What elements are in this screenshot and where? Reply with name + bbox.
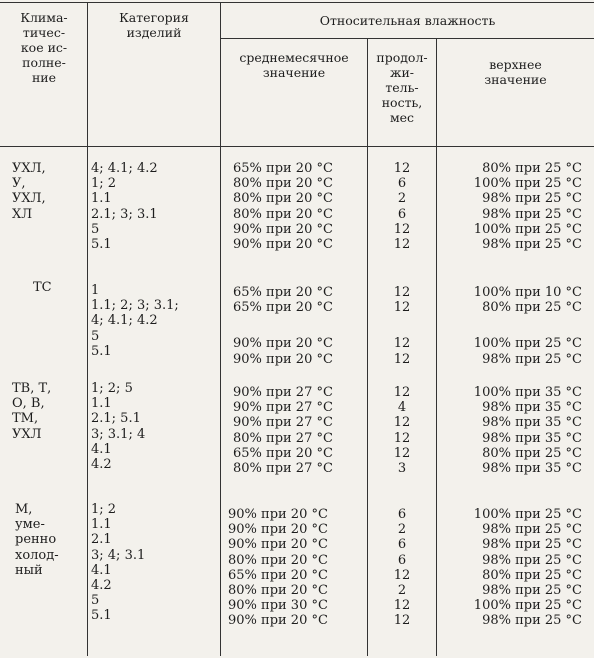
column-rule-1	[87, 2, 88, 656]
upper-column-group-2: 100% при 10 °C 80% при 25 °C 100% при 25 °C 98% при 25 °C	[473, 285, 582, 367]
monthly-column-group-1: 65% при 20 °C 80% при 20 °C 80% при 20 °C 80% при 20 °C 90% при 20 °C 90% при 20 °C	[233, 161, 333, 253]
upper-column-group-4: 100% при 25 °C 98% при 25 °C 98% при 25 °C 98% при 25 °C 80% при 25 °C 98% при 25 °C 100% при 25 °C 98% при 25 °C	[473, 507, 582, 629]
category-column-group-2: 1 1.1; 2; 3; 3.1; 4; 4.1; 4.2 5 5.1	[91, 283, 179, 359]
header-bottom-rule	[0, 146, 594, 147]
header-top-rule	[0, 2, 594, 3]
header-relative-humidity: Относительная влажность	[319, 13, 496, 28]
upper-column-group-3: 100% при 35 °C 98% при 35 °C 98% при 35 °C 98% при 35 °C 80% при 25 °C 98% при 35 °C	[473, 385, 582, 477]
climate-group-m-moderately-cold: М, уме- ренно холод- ный	[15, 502, 59, 578]
monthly-column-group-4: 90% при 20 °C 90% при 20 °C 90% при 20 °C 80% при 20 °C 65% при 20 °C 80% при 20 °C 90% при 30 °C 90% при 20 °C	[228, 507, 328, 629]
humidity-subheader-rule	[220, 38, 594, 39]
header-monthly-mean: среднемесячное значение	[239, 50, 349, 80]
monthly-column-group-2: 65% при 20 °C 65% при 20 °C 90% при 20 °C 90% при 20 °C	[233, 285, 333, 367]
duration-column-group-2: 12 12 12 12	[393, 285, 411, 367]
duration-column-group-3: 12 4 12 12 12 3	[393, 385, 411, 477]
climate-group-uhl-u-hl: УХЛ, У, УХЛ, ХЛ	[12, 161, 46, 222]
climate-group-ts: ТС	[33, 280, 52, 295]
column-rule-2	[220, 2, 221, 656]
category-column-group-4: 1; 2 1.1 2.1 3; 4; 3.1 4.1 4.2 5 5.1	[91, 502, 146, 624]
duration-column-group-1: 12 6 2 6 12 12	[393, 161, 411, 253]
category-column-group-3: 1; 2; 5 1.1 2.1; 5.1 3; 3.1; 4 4.1 4.2	[91, 381, 146, 473]
header-climate: Клима- тичес- кое ис- полне- ние	[20, 10, 68, 85]
header-duration: продол- жи- тель- ность, мес	[376, 50, 428, 125]
category-column-group-1: 4; 4.1; 4.2 1; 2 1.1 2.1; 3; 3.1 5 5.1	[91, 161, 158, 253]
header-category: Категория изделий	[119, 10, 189, 40]
monthly-column-group-3: 90% при 27 °C 90% при 27 °C 90% при 27 °C 80% при 27 °C 65% при 20 °C 80% при 27 °C	[233, 385, 333, 477]
upper-column-group-1: 80% при 25 °C 100% при 25 °C 98% при 25 °C 98% при 25 °C 100% при 25 °C 98% при 25 °C	[473, 161, 582, 253]
climate-group-tv-t-o-v-tm-uhl: ТВ, Т, О, В, ТМ, УХЛ	[12, 381, 52, 442]
header-upper-value: верхнее значение	[484, 57, 547, 87]
duration-column-group-4: 6 2 6 6 12 2 12 12	[393, 507, 411, 629]
